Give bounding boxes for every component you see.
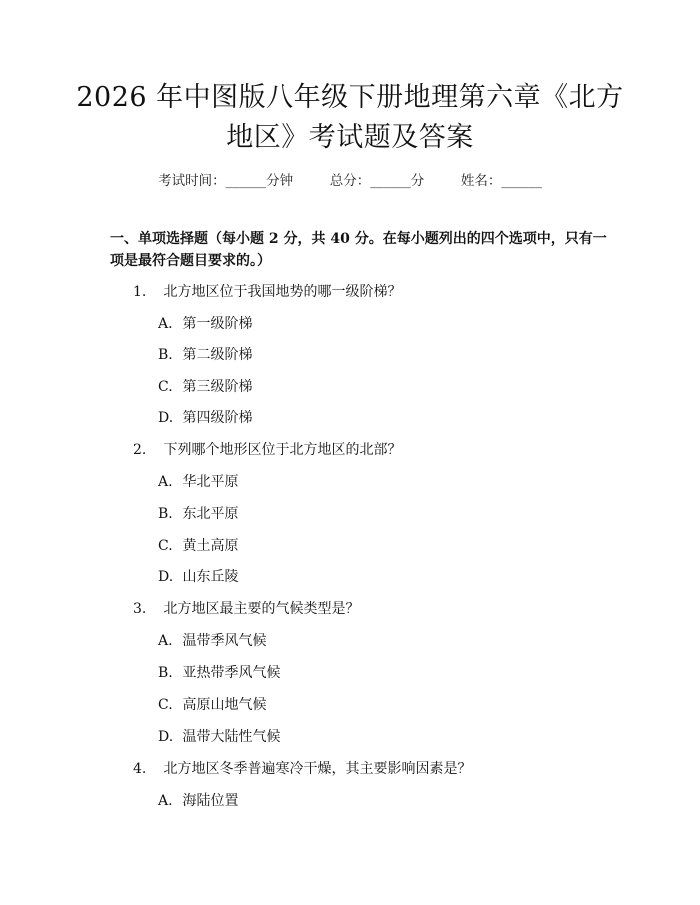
question-2-option-d xyxy=(158,567,238,587)
option-text: 黄土高原 xyxy=(182,538,239,554)
option-letter: B. xyxy=(158,506,173,522)
option-letter: A. xyxy=(158,793,173,809)
question-4-option-a xyxy=(158,791,238,811)
option-letter: C. xyxy=(158,379,173,395)
option-text: 海陆位置 xyxy=(182,793,239,809)
question-1-option-c xyxy=(158,377,252,397)
question-2-option-a xyxy=(158,472,238,492)
question-3 xyxy=(133,599,359,619)
question-1-option-d xyxy=(158,408,252,428)
option-text: 第四级阶梯 xyxy=(182,410,253,426)
page-title xyxy=(60,78,640,158)
option-text: 第二级阶梯 xyxy=(182,347,253,363)
option-text: 东北平原 xyxy=(182,506,239,522)
student-name-label: 姓名：______ xyxy=(460,173,542,189)
option-letter: C. xyxy=(158,697,173,713)
question-number: 1. xyxy=(133,284,147,300)
question-number: 4. xyxy=(133,761,147,777)
question-3-option-b xyxy=(158,663,280,683)
option-letter: B. xyxy=(158,347,173,363)
question-1 xyxy=(133,282,401,302)
option-text: 亚热带季风气候 xyxy=(182,665,281,681)
question-3-option-c xyxy=(158,695,266,715)
option-letter: A. xyxy=(158,316,173,332)
question-text: 北方地区位于我国地势的哪一级阶梯？ xyxy=(163,284,402,300)
option-letter: A. xyxy=(158,474,173,490)
question-2-option-c xyxy=(158,536,238,556)
option-letter: B. xyxy=(158,665,173,681)
question-2 xyxy=(133,440,401,460)
option-text: 第一级阶梯 xyxy=(182,316,253,332)
option-text: 高原山地气候 xyxy=(182,697,267,713)
question-4 xyxy=(133,759,471,779)
question-text: 下列哪个地形区位于北方地区的北部？ xyxy=(163,442,402,458)
exam-meta xyxy=(0,169,700,189)
option-letter: D. xyxy=(158,569,174,585)
option-text: 山东丘陵 xyxy=(182,569,239,585)
question-1-option-b xyxy=(158,345,252,365)
option-text: 华北平原 xyxy=(182,474,239,490)
option-text: 温带大陆性气候 xyxy=(182,729,281,745)
question-number: 2. xyxy=(133,442,147,458)
option-text: 温带季风气候 xyxy=(182,633,267,649)
option-letter: A. xyxy=(158,633,173,649)
total-score-label: 总分：______分 xyxy=(329,173,425,189)
option-letter: D. xyxy=(158,410,174,426)
question-text: 北方地区冬季普遍寒冷干燥，其主要影响因素是？ xyxy=(163,761,472,777)
title-line-2: 地区》考试题及答案 xyxy=(226,122,474,153)
question-number: 3. xyxy=(133,601,147,617)
option-letter: D. xyxy=(158,729,174,745)
question-1-option-a xyxy=(158,314,252,334)
exam-time-label: 考试时间：______分钟 xyxy=(158,173,294,189)
title-line-1: 2026 年中图版八年级下册地理第六章《北方 xyxy=(76,82,624,113)
question-3-option-d xyxy=(158,727,280,747)
question-3-option-a xyxy=(158,631,266,651)
option-letter: C. xyxy=(158,538,173,554)
option-text: 第三级阶梯 xyxy=(182,379,253,395)
question-2-option-b xyxy=(158,504,238,524)
question-text: 北方地区最主要的气候类型是？ xyxy=(163,601,360,617)
section-header: 一、单项选择题（每小题 2 分，共 40 分。在每小题列出的四个选项中，只有一项是最符合题目要求的。） xyxy=(110,231,607,269)
